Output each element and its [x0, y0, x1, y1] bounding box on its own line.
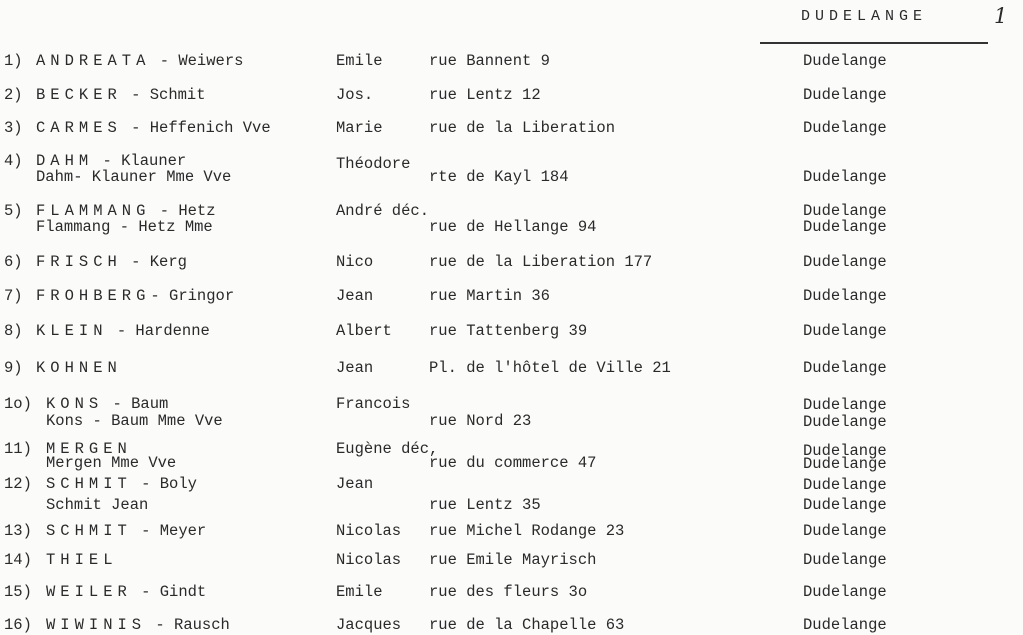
- entry-first-name: Jean: [336, 287, 374, 305]
- entry-first-name: André déc.: [336, 202, 430, 220]
- entry-surname: ANDREATA: [36, 52, 151, 70]
- entry-city: Dudelange: [803, 522, 887, 540]
- entry-first-name: Eugène déc,: [336, 440, 439, 458]
- entry-city: Dudelange: [803, 86, 887, 104]
- entry-name-rest: - Gindt: [131, 583, 207, 601]
- entry-name: [36, 203, 216, 219]
- entry-name-rest: - Schmit: [121, 86, 206, 104]
- entry-number: 9): [4, 359, 23, 377]
- entry-number: 4): [4, 152, 23, 170]
- entry-number: 5): [4, 202, 23, 220]
- entry-name: [36, 87, 206, 103]
- entry-surname: DAHM: [36, 152, 94, 170]
- entry-number: 14): [4, 551, 32, 569]
- entry-surname: SCHMIT: [46, 522, 132, 540]
- entry-first-name: Nico: [336, 253, 374, 271]
- entry-name-rest: - Meyer: [131, 522, 207, 540]
- entry-surname: KONS: [46, 395, 104, 413]
- entry-surname: FRISCH: [36, 253, 122, 271]
- entry-city: Dudelange: [803, 396, 887, 414]
- entry-address: rue de la Liberation 177: [429, 253, 653, 271]
- entry-name-line2: Schmit Jean: [46, 496, 149, 514]
- entry-address: rue Lentz 12: [429, 86, 541, 104]
- entry-name-line2: Mergen Mme Vve: [46, 454, 177, 472]
- entry-first-name: Francois: [336, 395, 411, 413]
- entry-first-name: Emile: [336, 583, 383, 601]
- entry-name: [46, 396, 168, 412]
- entry-city: Dudelange: [803, 359, 887, 377]
- entry-surname: KOHNEN: [36, 359, 122, 377]
- entry-number: 11): [4, 440, 32, 458]
- entry-name: [36, 360, 122, 376]
- entry-name-rest: - Boly: [131, 475, 197, 493]
- entry-name-rest: - Weiwers: [150, 52, 244, 70]
- entry-surname: FROHBERG: [36, 287, 151, 305]
- entry-first-name: Jean: [336, 475, 374, 493]
- entry-number: 16): [4, 616, 32, 634]
- entry-surname: SCHMIT: [46, 475, 132, 493]
- entry-city: Dudelange: [803, 551, 887, 569]
- entry-first-name: Jacques: [336, 616, 402, 634]
- entry-city: Dudelange: [803, 253, 887, 271]
- entry-name: [46, 617, 230, 633]
- entry-city-line2: Dudelange: [803, 413, 887, 431]
- entry-number: 1o): [4, 395, 32, 413]
- entry-address: rue Bannent 9: [429, 52, 550, 70]
- entry-address: rue Martin 36: [429, 287, 550, 305]
- entry-surname: WIWINIS: [46, 616, 147, 634]
- entry-address: rue des fleurs 3o: [429, 583, 588, 601]
- entry-name: [46, 523, 206, 539]
- entry-name-rest: - Heffenich Vve: [121, 119, 271, 137]
- entry-city: Dudelange: [803, 287, 887, 305]
- entry-name-line2: Dahm- Klauner Mme Vve: [36, 168, 232, 186]
- entry-number: 12): [4, 475, 32, 493]
- entry-city-line2: Dudelange: [803, 218, 887, 236]
- entry-address: Pl. de l'hôtel de Ville 21: [429, 359, 671, 377]
- entry-address: rue Nord 23: [429, 412, 532, 430]
- entry-name: [46, 476, 197, 492]
- entry-first-name: Marie: [336, 119, 383, 137]
- entry-address: rue Michel Rodange 23: [429, 522, 625, 540]
- entry-number: 13): [4, 522, 32, 540]
- entry-surname: MERGEN: [46, 440, 132, 458]
- entry-name: [36, 120, 271, 136]
- entry-number: 1): [4, 52, 23, 70]
- entry-city: Dudelange: [803, 119, 887, 137]
- entry-address: rte de Kayl 184: [429, 168, 569, 186]
- entry-name: [36, 254, 187, 270]
- page-header-title: DUDELANGE: [801, 8, 928, 25]
- entry-name: [36, 153, 186, 169]
- entry-name: [36, 323, 210, 339]
- entry-city: Dudelange: [803, 52, 887, 70]
- entry-number: 3): [4, 119, 23, 137]
- entry-first-name: Nicolas: [336, 522, 402, 540]
- entry-name-line2: Kons - Baum Mme Vve: [46, 412, 223, 430]
- entry-surname: CARMES: [36, 119, 122, 137]
- entry-city: Dudelange: [803, 616, 887, 634]
- entry-surname: KLEIN: [36, 322, 108, 340]
- entry-surname: WEILER: [46, 583, 132, 601]
- entry-name-rest: - Hetz: [150, 202, 216, 220]
- entry-name: [36, 53, 243, 69]
- entry-first-name: Jos.: [336, 86, 374, 104]
- entry-city: Dudelange: [803, 202, 887, 220]
- entry-first-name: Emile: [336, 52, 383, 70]
- entry-first-name: Nicolas: [336, 551, 402, 569]
- entry-number: 8): [4, 322, 23, 340]
- entry-name: [46, 584, 206, 600]
- entry-surname: BECKER: [36, 86, 122, 104]
- page-number: 1: [994, 4, 1008, 28]
- entry-address: rue de Hellange 94: [429, 218, 597, 236]
- entry-name-rest: - Klauner: [93, 152, 187, 170]
- entry-first-name: Albert: [336, 322, 392, 340]
- entry-name-rest: - Gringor: [150, 287, 235, 305]
- entry-city: Dudelange: [803, 442, 887, 460]
- header-underline: [760, 42, 988, 44]
- entry-address: rue Lentz 35: [429, 496, 541, 514]
- entry-city: Dudelange: [803, 476, 887, 494]
- entry-address: rue de la Chapelle 63: [429, 616, 625, 634]
- entry-name-rest: - Kerg: [121, 253, 187, 271]
- entry-name: [46, 552, 118, 568]
- entry-city: Dudelange: [803, 168, 887, 186]
- entry-surname: FLAMMANG: [36, 202, 151, 220]
- entry-city-line2: Dudelange: [803, 496, 887, 514]
- entry-name-rest: - Hardenne: [107, 322, 210, 340]
- entry-first-name: Théodore: [336, 155, 411, 173]
- entry-surname: THIEL: [46, 551, 118, 569]
- entry-city: Dudelange: [803, 322, 887, 340]
- entry-address: rue Tattenberg 39: [429, 322, 588, 340]
- entry-address: rue de la Liberation: [429, 119, 616, 137]
- entry-name-line2: Flammang - Hetz Mme: [36, 218, 213, 236]
- entry-number: 7): [4, 287, 23, 305]
- entry-name-rest: - Rausch: [146, 616, 230, 634]
- entry-name: [36, 288, 234, 304]
- entry-number: 2): [4, 86, 23, 104]
- entry-name-rest: - Baum: [103, 395, 169, 413]
- entry-number: 6): [4, 253, 23, 271]
- entry-city: Dudelange: [803, 583, 887, 601]
- entry-city-line2: Dudelange: [803, 455, 887, 473]
- entry-number: 15): [4, 583, 32, 601]
- entry-address: rue du commerce 47: [429, 454, 597, 472]
- entry-first-name: Jean: [336, 359, 374, 377]
- entry-address: rue Emile Mayrisch: [429, 551, 597, 569]
